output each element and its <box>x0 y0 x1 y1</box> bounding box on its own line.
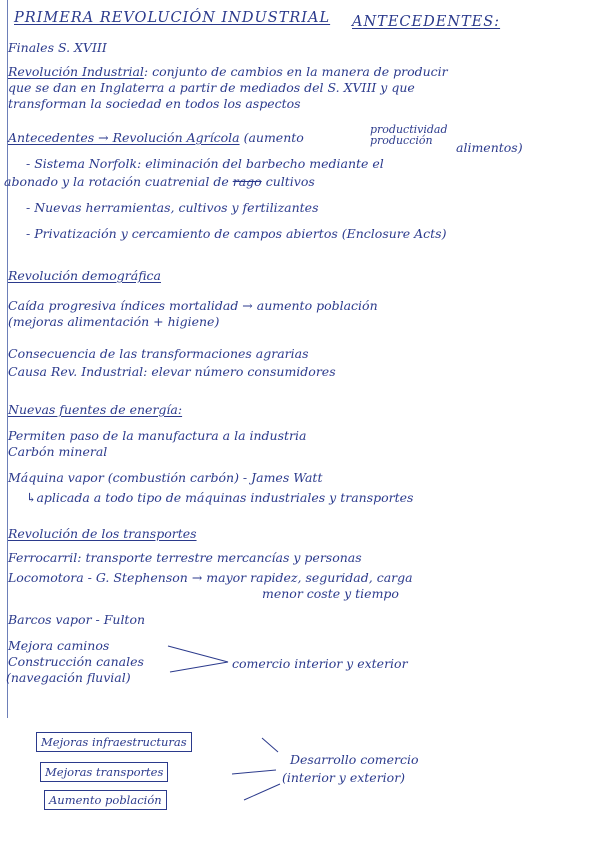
agricola-item-1: - Sistema Norfolk: eliminación del barbecho mediante el <box>26 156 384 171</box>
agricola-item-1b: abonado y la rotación cuatrenial de <box>4 174 229 189</box>
transportes-line-5: Mejora caminos <box>8 638 110 653</box>
summary-box-poblacion: Aumento población <box>44 790 167 810</box>
summary-box-infraestructuras: Mejoras infraestructuras <box>36 732 192 752</box>
energia-line-3: Máquina vapor (combustión carbón) - James Watt <box>8 470 323 485</box>
page-title: PRIMERA REVOLUCIÓN INDUSTRIAL <box>14 10 331 26</box>
summary-box-transportes: Mejoras transportes <box>40 762 168 782</box>
transportes-heading: Revolución de los transportes <box>8 526 197 541</box>
agricola-aside-end: alimentos) <box>456 140 523 155</box>
summary-result-1: Desarrollo comercio <box>290 752 419 767</box>
transportes-line-1: Ferrocarril: transporte terrestre mercancías y personas <box>8 550 362 565</box>
agricola-heading-line <box>8 130 304 146</box>
transportes-line-8: comercio interior y exterior <box>232 656 408 671</box>
definition-line-2: que se dan en Inglaterra a partir de mediados del S. XVIII y que <box>8 80 415 95</box>
energia-line-4: ↳aplicada a todo tipo de máquinas industriales y transportes <box>26 490 414 505</box>
agricola-heading: Antecedentes → Revolución Agrícola <box>8 130 240 145</box>
demografica-line-4: Causa Rev. Industrial: elevar número consumidores <box>8 364 336 379</box>
agricola-aside-top: productividad <box>370 123 448 136</box>
agricola-item-1b-line <box>4 174 315 190</box>
page-subtitle: ANTECEDENTES: <box>352 14 501 30</box>
energia-line-1: Permiten paso de la manufactura a la industria <box>8 428 307 443</box>
definition-term: Revolución Industrial <box>8 64 144 79</box>
definition-line-3: transforman la sociedad en todos los aspectos <box>8 96 301 111</box>
transportes-line-2: Locomotora - G. Stephenson → mayor rapidez, seguridad, carga <box>8 570 413 585</box>
energia-heading: Nuevas fuentes de energía: <box>8 402 183 417</box>
transportes-line-4: Barcos vapor - Fulton <box>8 612 146 627</box>
summary-result-2: (interior y exterior) <box>282 770 406 785</box>
definition-text-1: : conjunto de cambios en la manera de producir <box>143 64 448 79</box>
transportes-line-6: Construcción canales <box>8 654 144 669</box>
agricola-item-1c: cultivos <box>265 174 315 189</box>
definition-line-1 <box>8 64 448 80</box>
transportes-line-3: menor coste y tiempo <box>262 586 399 601</box>
demografica-line-3: Consecuencia de las transformaciones agrarias <box>8 346 309 361</box>
demografica-line-1: Caída progresiva índices mortalidad → aumento población <box>8 298 378 313</box>
demografica-line-2: (mejoras alimentación + higiene) <box>8 314 220 329</box>
transportes-line-7: (navegación fluvial) <box>6 670 131 685</box>
agricola-item-1-crossed: rago <box>232 174 262 189</box>
agricola-item-3: - Privatización y cercamiento de campos abiertos (Enclosure Acts) <box>26 226 447 241</box>
agricola-item-2: - Nuevas herramientas, cultivos y fertilizantes <box>26 200 319 215</box>
agricola-aside: (aumento <box>243 130 304 145</box>
period-text: Finales S. XVIII <box>8 40 107 55</box>
energia-line-2: Carbón mineral <box>8 444 108 459</box>
demografica-heading: Revolución demográfica <box>8 268 161 283</box>
agricola-aside-bottom: producción <box>370 134 433 147</box>
